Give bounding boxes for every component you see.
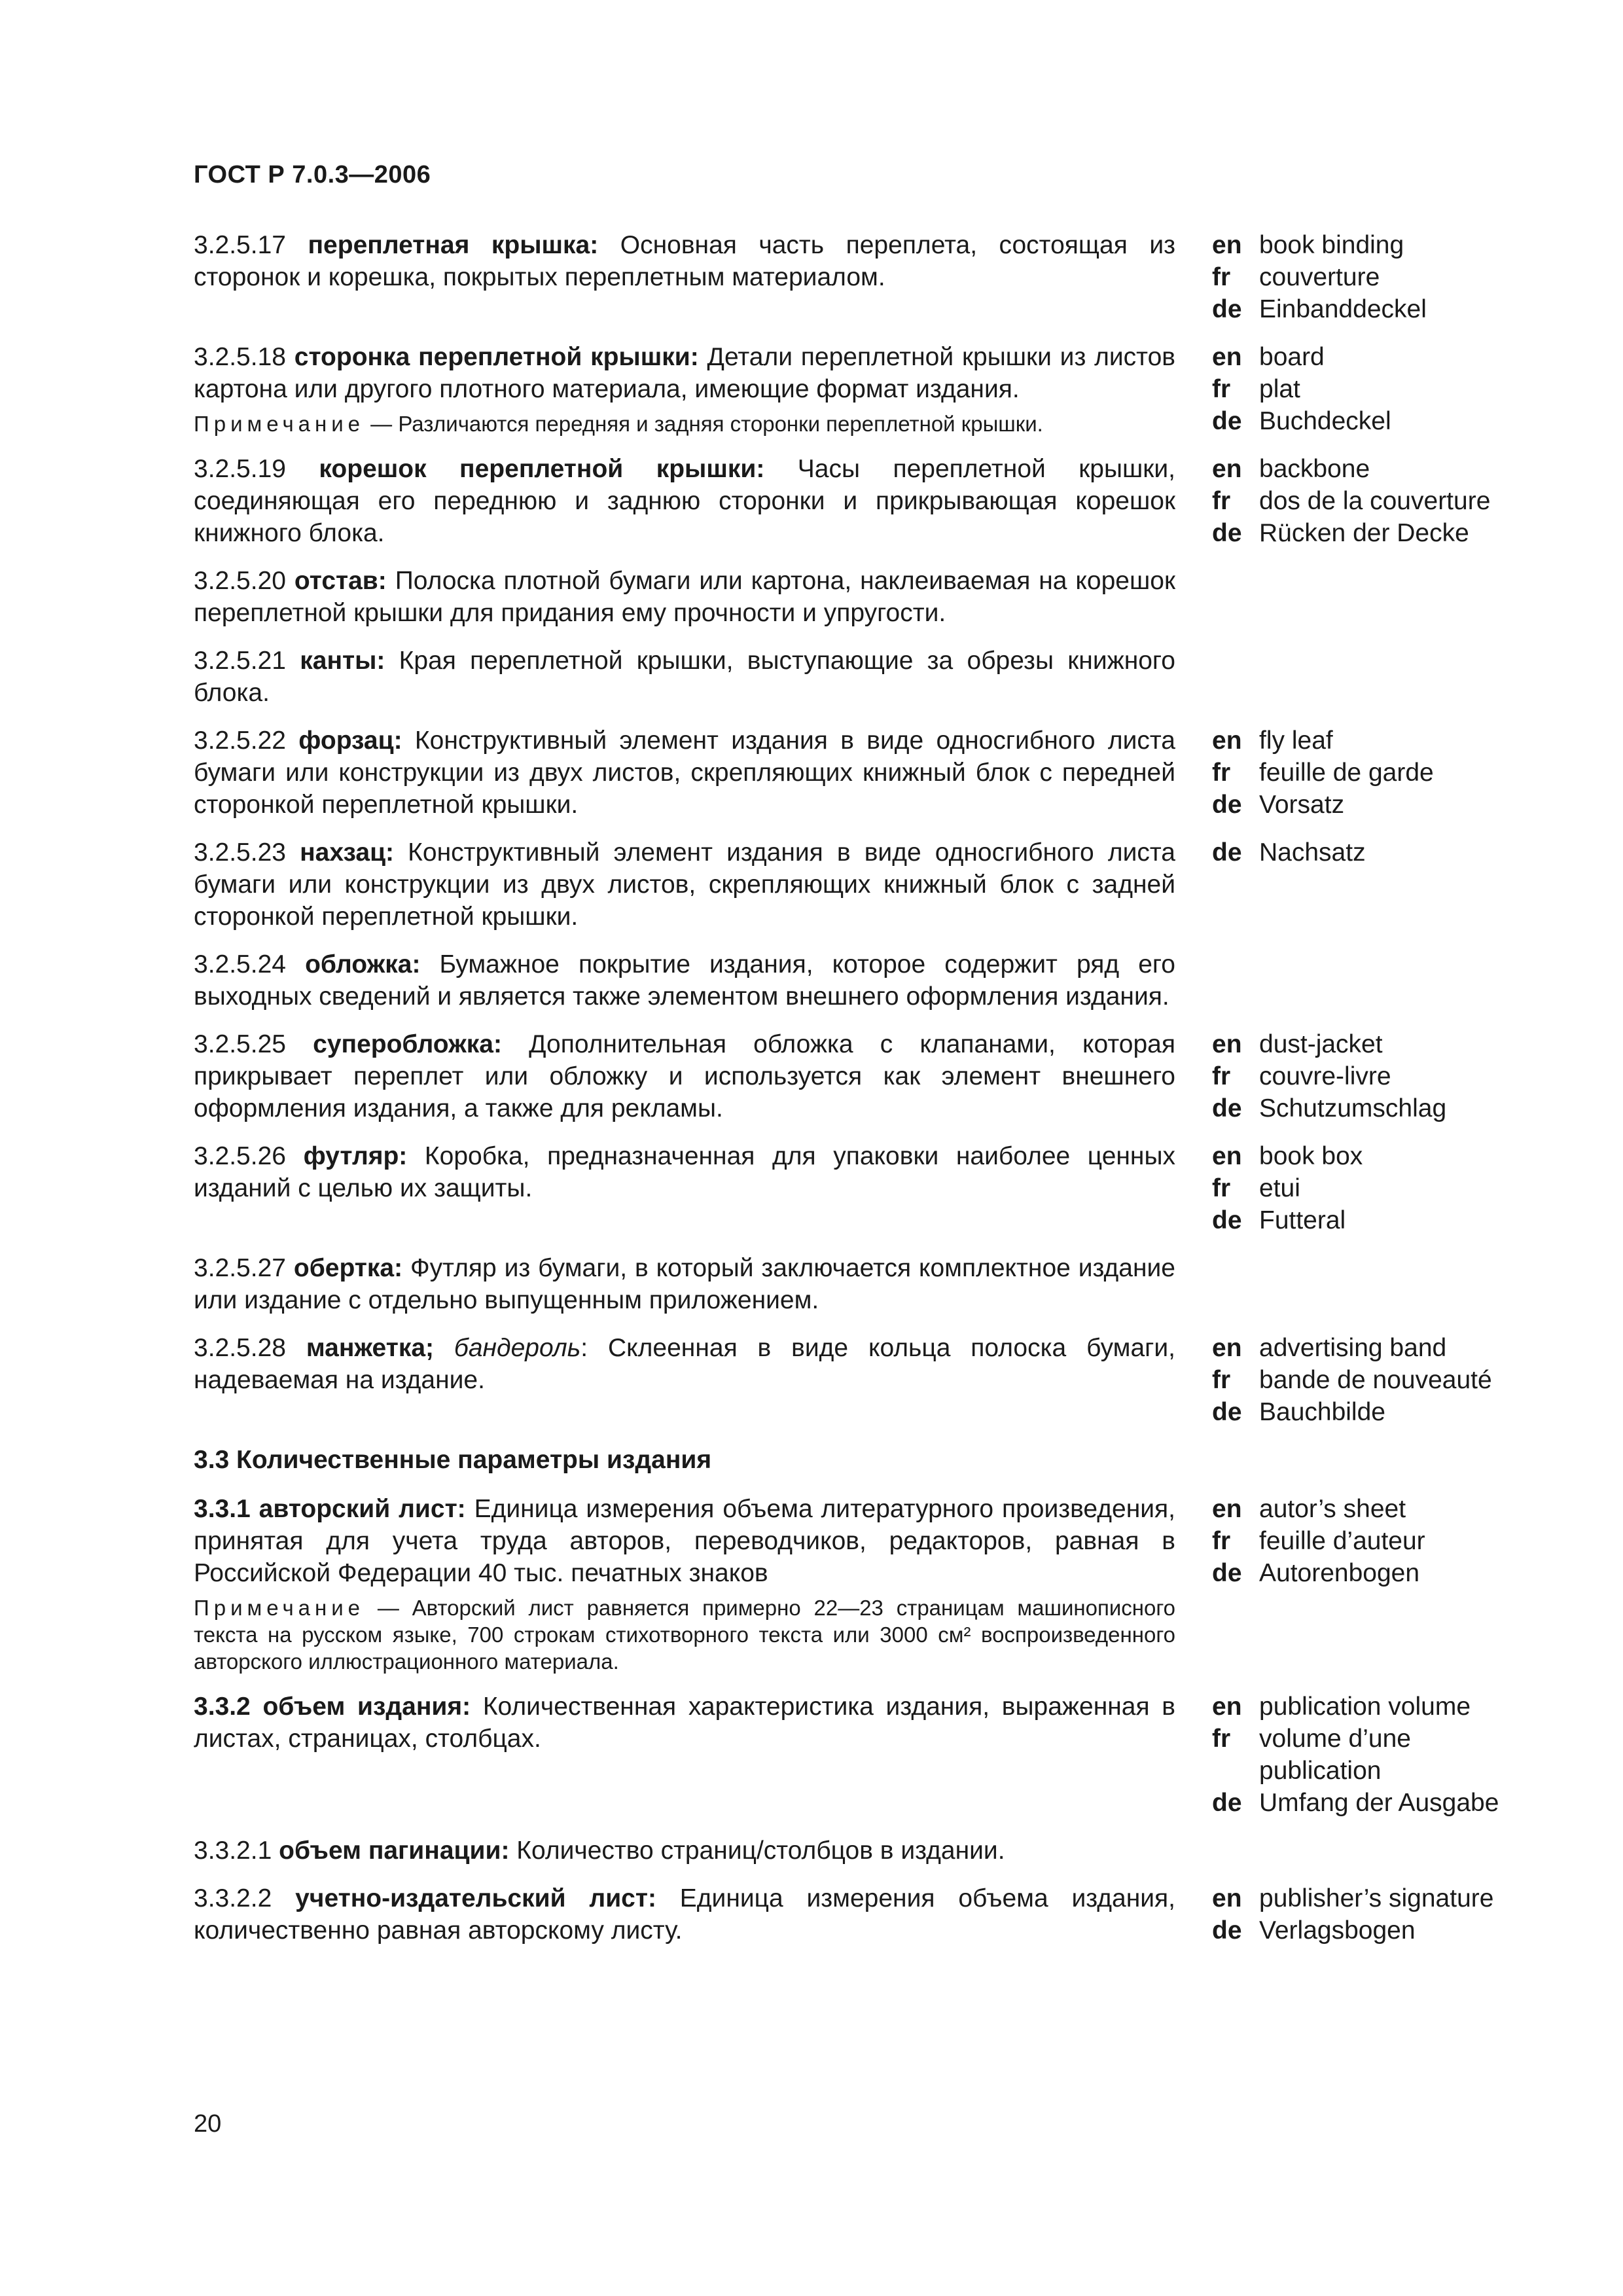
term-entry	[194, 1028, 1529, 1124]
term-definition-block	[194, 1140, 1175, 1236]
language-code: en	[1212, 231, 1242, 259]
term-definition-block	[194, 1691, 1175, 1819]
term-definition-block	[194, 229, 1175, 325]
term-definition-block	[194, 1882, 1175, 1946]
term-number: 3.2.5.26	[194, 1142, 286, 1170]
foreign-term: book box	[1259, 1142, 1363, 1170]
foreign-equivalent	[1212, 517, 1520, 549]
foreign-term: Umfang der Ausgabe	[1259, 1789, 1499, 1817]
foreign-equivalent	[1212, 1882, 1520, 1914]
term-entry	[194, 1140, 1529, 1236]
foreign-term: etui	[1259, 1174, 1300, 1202]
foreign-equivalents	[1212, 453, 1520, 549]
language-code: de	[1212, 1789, 1242, 1817]
term-definition	[194, 1835, 1175, 1867]
term-entry	[194, 725, 1529, 821]
language-code: de	[1212, 407, 1242, 435]
definition-text: Края переплетной крышки, выступающие за обрезы книжного блока.	[194, 647, 1175, 707]
foreign-equivalent	[1212, 1060, 1520, 1092]
definition-text: Конструктивный элемент издания в виде односгибного листа бумаги или конструкции из двух листов, скрепляющих книжный блок с передней сторонкой переплетной крышки.	[194, 726, 1175, 819]
term-definition	[194, 1691, 1175, 1755]
foreign-term: couvre-livre	[1259, 1062, 1391, 1090]
page-header: ГОСТ Р 7.0.3—2006	[194, 161, 431, 188]
term-number: 3.2.5.21	[194, 647, 286, 675]
definition-text: Футляр из бумаги, в который заключается комплектное издание или издание с отдельно выпущенным приложением.	[194, 1254, 1175, 1314]
term-name: объем издания:	[262, 1693, 471, 1721]
foreign-equivalent	[1212, 405, 1520, 437]
entries	[194, 229, 1529, 1962]
term-synonym: бандероль	[454, 1334, 581, 1362]
term-number: 3.3.2	[194, 1693, 251, 1721]
note-label: Примечание	[194, 412, 365, 436]
foreign-term: Rücken der Decke	[1259, 519, 1469, 547]
term-definition	[194, 1332, 1175, 1396]
foreign-equivalent	[1212, 453, 1520, 485]
foreign-equivalent	[1212, 341, 1520, 373]
term-name: канты:	[300, 647, 385, 675]
foreign-term: publisher’s signature	[1259, 1884, 1494, 1912]
foreign-term: book binding	[1259, 231, 1404, 259]
foreign-equivalent	[1212, 1172, 1520, 1204]
foreign-equivalents	[1212, 1332, 1520, 1428]
term-entry	[194, 948, 1529, 1013]
note-text: — Различаются передняя и задняя сторонки переплетной крышки.	[365, 412, 1043, 436]
term-entry	[194, 645, 1529, 709]
definition-text: Коробка, предназначенная для упаковки наиболее ценных изданий с целью их защиты.	[194, 1142, 1176, 1202]
foreign-term: Bauchbilde	[1259, 1398, 1385, 1426]
foreign-term: feuille de garde	[1259, 759, 1434, 787]
term-definition-block	[194, 836, 1175, 933]
foreign-equivalent	[1212, 1364, 1520, 1396]
term-name: переплетная крышка:	[308, 231, 599, 259]
foreign-equivalent	[1212, 1204, 1520, 1236]
foreign-term: couverture	[1259, 263, 1380, 291]
foreign-equivalent	[1212, 261, 1520, 293]
language-code: en	[1212, 1693, 1242, 1721]
language-code: de	[1212, 791, 1242, 819]
language-code: fr	[1212, 1174, 1231, 1202]
foreign-equivalent	[1212, 1787, 1520, 1819]
language-code: fr	[1212, 1725, 1231, 1753]
term-name: учетно-издательский лист:	[295, 1884, 656, 1912]
term-definition-block	[194, 565, 1175, 629]
foreign-equivalents	[1212, 1252, 1520, 1316]
language-code: fr	[1212, 1062, 1231, 1090]
foreign-equivalent	[1212, 725, 1520, 757]
term-name: нахзац:	[300, 838, 395, 867]
term-definition	[194, 1252, 1175, 1316]
term-name: футляр:	[303, 1142, 408, 1170]
term-number: 3.2.5.25	[194, 1030, 286, 1058]
term-definition-block	[194, 1028, 1175, 1124]
language-code: fr	[1212, 487, 1231, 515]
term-definition	[194, 341, 1175, 405]
foreign-term: board	[1259, 343, 1325, 371]
term-entry	[194, 1835, 1529, 1867]
language-code: fr	[1212, 375, 1231, 403]
foreign-equivalents	[1212, 725, 1520, 821]
term-name: корешок переплетной крышки:	[319, 455, 765, 483]
term-entry	[194, 1691, 1529, 1819]
foreign-equivalent	[1212, 757, 1520, 789]
term-definition	[194, 1882, 1175, 1946]
language-code: fr	[1212, 1366, 1231, 1394]
foreign-equivalent	[1212, 1092, 1520, 1124]
term-definition	[194, 229, 1175, 293]
foreign-equivalents	[1212, 1140, 1520, 1236]
term-definition-block	[194, 1835, 1175, 1867]
term-note	[194, 1594, 1175, 1675]
language-code: de	[1212, 1916, 1242, 1945]
foreign-equivalents	[1212, 948, 1520, 1013]
language-code: de	[1212, 295, 1242, 323]
term-number: 3.2.5.17	[194, 231, 286, 259]
foreign-term: autor’s sheet	[1259, 1495, 1406, 1523]
language-code: fr	[1212, 759, 1231, 787]
foreign-term: Schutzumschlag	[1259, 1094, 1447, 1122]
foreign-equivalents	[1212, 341, 1520, 437]
term-entry	[194, 1252, 1529, 1316]
definition-text: Часы переплетной крышки, соединяющая его переднюю и заднюю сторонки и прикрывающая корешок книжного блока.	[194, 455, 1175, 547]
foreign-term: backbone	[1259, 455, 1370, 483]
foreign-equivalents	[1212, 1691, 1520, 1819]
term-name: сторонка переплетной крышки:	[294, 343, 699, 371]
term-definition-block	[194, 341, 1175, 437]
language-code: de	[1212, 1398, 1242, 1426]
term-definition	[194, 645, 1175, 709]
language-code: en	[1212, 1495, 1242, 1523]
language-code: en	[1212, 1334, 1242, 1362]
language-code: de	[1212, 519, 1242, 547]
foreign-equivalent	[1212, 1028, 1520, 1060]
foreign-equivalent	[1212, 1493, 1520, 1525]
foreign-term: feuille d’auteur	[1259, 1527, 1425, 1555]
language-code: de	[1212, 1206, 1242, 1234]
entry-group-3-2-5	[194, 229, 1529, 1428]
foreign-equivalent	[1212, 1396, 1520, 1428]
term-number: 3.2.5.19	[194, 455, 286, 483]
term-number: 3.2.5.27	[194, 1254, 286, 1282]
term-name: обертка:	[293, 1254, 403, 1282]
foreign-equivalent	[1212, 373, 1520, 405]
term-number: 3.3.2.2	[194, 1884, 272, 1912]
term-number: 3.2.5.22	[194, 726, 286, 755]
definition-text: Полоска плотной бумаги или картона, наклеиваемая на корешок переплетной крышки для придания ему прочности и упругости.	[194, 567, 1176, 627]
foreign-equivalent	[1212, 293, 1520, 325]
term-number: 3.2.5.24	[194, 950, 286, 978]
foreign-term: dust-jacket	[1259, 1030, 1383, 1058]
term-number: 3.2.5.28	[194, 1334, 286, 1362]
language-code: en	[1212, 1142, 1242, 1170]
page-number: 20	[194, 2110, 222, 2138]
language-code: en	[1212, 455, 1242, 483]
term-name: отстав:	[294, 567, 387, 595]
definition-text: Основная часть переплета, состоящая из сторонок и корешка, покрытых переплетным материалом.	[194, 231, 1175, 291]
foreign-equivalents	[1212, 645, 1520, 709]
term-number: 3.2.5.20	[194, 567, 286, 595]
term-number: 3.2.5.18	[194, 343, 286, 371]
language-code: en	[1212, 1030, 1242, 1058]
foreign-term: advertising band	[1259, 1334, 1447, 1362]
section-heading: 3.3 Количественные параметры издания	[194, 1446, 712, 1474]
term-definition	[194, 453, 1175, 549]
term-definition-block	[194, 948, 1175, 1013]
term-note	[194, 410, 1175, 437]
term-name: объем пагинации:	[279, 1837, 510, 1865]
term-definition	[194, 1493, 1175, 1589]
term-number: 3.2.5.23	[194, 838, 286, 867]
foreign-equivalent	[1212, 1140, 1520, 1172]
term-entry	[194, 1882, 1529, 1946]
definition-text: Единица измерения объема литературного произведения, принятая для учета труда авторов, переводчиков, редакторов, равная в Российской Федерации 40 тыс. печатных знаков	[194, 1495, 1175, 1587]
foreign-term: Buchdeckel	[1259, 407, 1391, 435]
term-number: 3.3.1	[194, 1495, 251, 1523]
term-name: авторский лист:	[259, 1495, 466, 1523]
term-entry	[194, 1332, 1529, 1428]
language-code: fr	[1212, 1527, 1231, 1555]
note-text: — Авторский лист равняется примерно 22—23 страницам машинописного текста на русском языке, 700 строкам стихотворного текста или 3000 см² воспроизведенного авторского иллюстрационного материала.	[194, 1596, 1175, 1674]
term-definition-block	[194, 453, 1175, 549]
foreign-term: Futteral	[1259, 1206, 1346, 1234]
term-definition-block	[194, 725, 1175, 821]
term-definition	[194, 836, 1175, 933]
foreign-term: Autorenbogen	[1259, 1559, 1420, 1587]
language-code: de	[1212, 838, 1242, 867]
term-definition	[194, 725, 1175, 821]
foreign-term: plat	[1259, 375, 1300, 403]
foreign-equivalent	[1212, 1914, 1520, 1946]
foreign-term: fly leaf	[1259, 726, 1333, 755]
term-entry	[194, 453, 1529, 549]
term-definition-block	[194, 645, 1175, 709]
foreign-term: Vorsatz	[1259, 791, 1345, 819]
term-name: манжетка;	[306, 1334, 435, 1362]
foreign-equivalents	[1212, 565, 1520, 629]
term-entry	[194, 1493, 1529, 1675]
foreign-term: dos de la couverture	[1259, 487, 1491, 515]
term-number: 3.3.2.1	[194, 1837, 272, 1865]
language-code: de	[1212, 1094, 1242, 1122]
foreign-equivalents	[1212, 1493, 1520, 1675]
term-entry	[194, 229, 1529, 325]
foreign-equivalent	[1212, 229, 1520, 261]
definition-text: Количество страниц/столбцов в издании.	[516, 1837, 1005, 1865]
definition-text: Количественная характеристика издания, выраженная в листах, страницах, столбцах.	[194, 1693, 1176, 1753]
definition-text: Дополнительная обложка с клапанами, которая прикрывает переплет или обложку и используется как элемент внешнего оформления издания, а также для рекламы.	[194, 1030, 1175, 1122]
entry-group-3-3	[194, 1493, 1529, 1946]
term-definition	[194, 1140, 1175, 1204]
term-definition-block	[194, 1332, 1175, 1428]
language-code: en	[1212, 343, 1242, 371]
language-code: de	[1212, 1559, 1242, 1587]
definition-text: Бумажное покрытие издания, которое содержит ряд его выходных сведений и является также элементом внешнего оформления издания.	[194, 950, 1175, 1011]
term-entry	[194, 565, 1529, 629]
foreign-term: publication volume	[1259, 1693, 1471, 1721]
foreign-term: Nachsatz	[1259, 838, 1366, 867]
foreign-equivalents	[1212, 1882, 1520, 1946]
foreign-term: volume d’une publication	[1259, 1725, 1411, 1785]
definition-text: Единица измерения объема издания, количественно равная авторскому листу.	[194, 1884, 1175, 1945]
term-entry	[194, 341, 1529, 437]
foreign-term: bande de nouveauté	[1259, 1366, 1492, 1394]
term-name: суперобложка:	[313, 1030, 502, 1058]
foreign-equivalent	[1212, 1557, 1520, 1589]
foreign-equivalent	[1212, 836, 1520, 869]
foreign-equivalents	[1212, 1028, 1520, 1124]
note-label: Примечание	[194, 1596, 365, 1620]
term-name: обложка:	[305, 950, 421, 978]
foreign-equivalents	[1212, 836, 1520, 933]
term-definition-block	[194, 1493, 1175, 1675]
foreign-term: Verlagsbogen	[1259, 1916, 1416, 1945]
foreign-equivalent	[1212, 1723, 1520, 1787]
term-definition	[194, 565, 1175, 629]
definition-text: Конструктивный элемент издания в виде односгибного листа бумаги или конструкции из двух листов, скрепляющих книжный блок с задней сторонкой переплетной крышки.	[194, 838, 1175, 931]
foreign-equivalents	[1212, 1835, 1520, 1867]
definition-text: : Склеенная в виде кольца полоска бумаги, надеваемая на издание.	[194, 1334, 1175, 1394]
language-code: en	[1212, 1884, 1242, 1912]
term-definition	[194, 948, 1175, 1013]
foreign-equivalent	[1212, 1691, 1520, 1723]
foreign-equivalents	[1212, 229, 1520, 325]
term-definition-block	[194, 1252, 1175, 1316]
term-definition	[194, 1028, 1175, 1124]
foreign-equivalent	[1212, 789, 1520, 821]
foreign-term: Einbanddeckel	[1259, 295, 1427, 323]
definition-text: Детали переплетной крышки из листов картона или другого плотного материала, имеющие формат издания.	[194, 343, 1175, 403]
term-entry	[194, 836, 1529, 933]
foreign-equivalent	[1212, 485, 1520, 517]
language-code: fr	[1212, 263, 1231, 291]
term-name: форзац:	[298, 726, 402, 755]
language-code: en	[1212, 726, 1242, 755]
foreign-equivalent	[1212, 1525, 1520, 1557]
foreign-equivalent	[1212, 1332, 1520, 1364]
